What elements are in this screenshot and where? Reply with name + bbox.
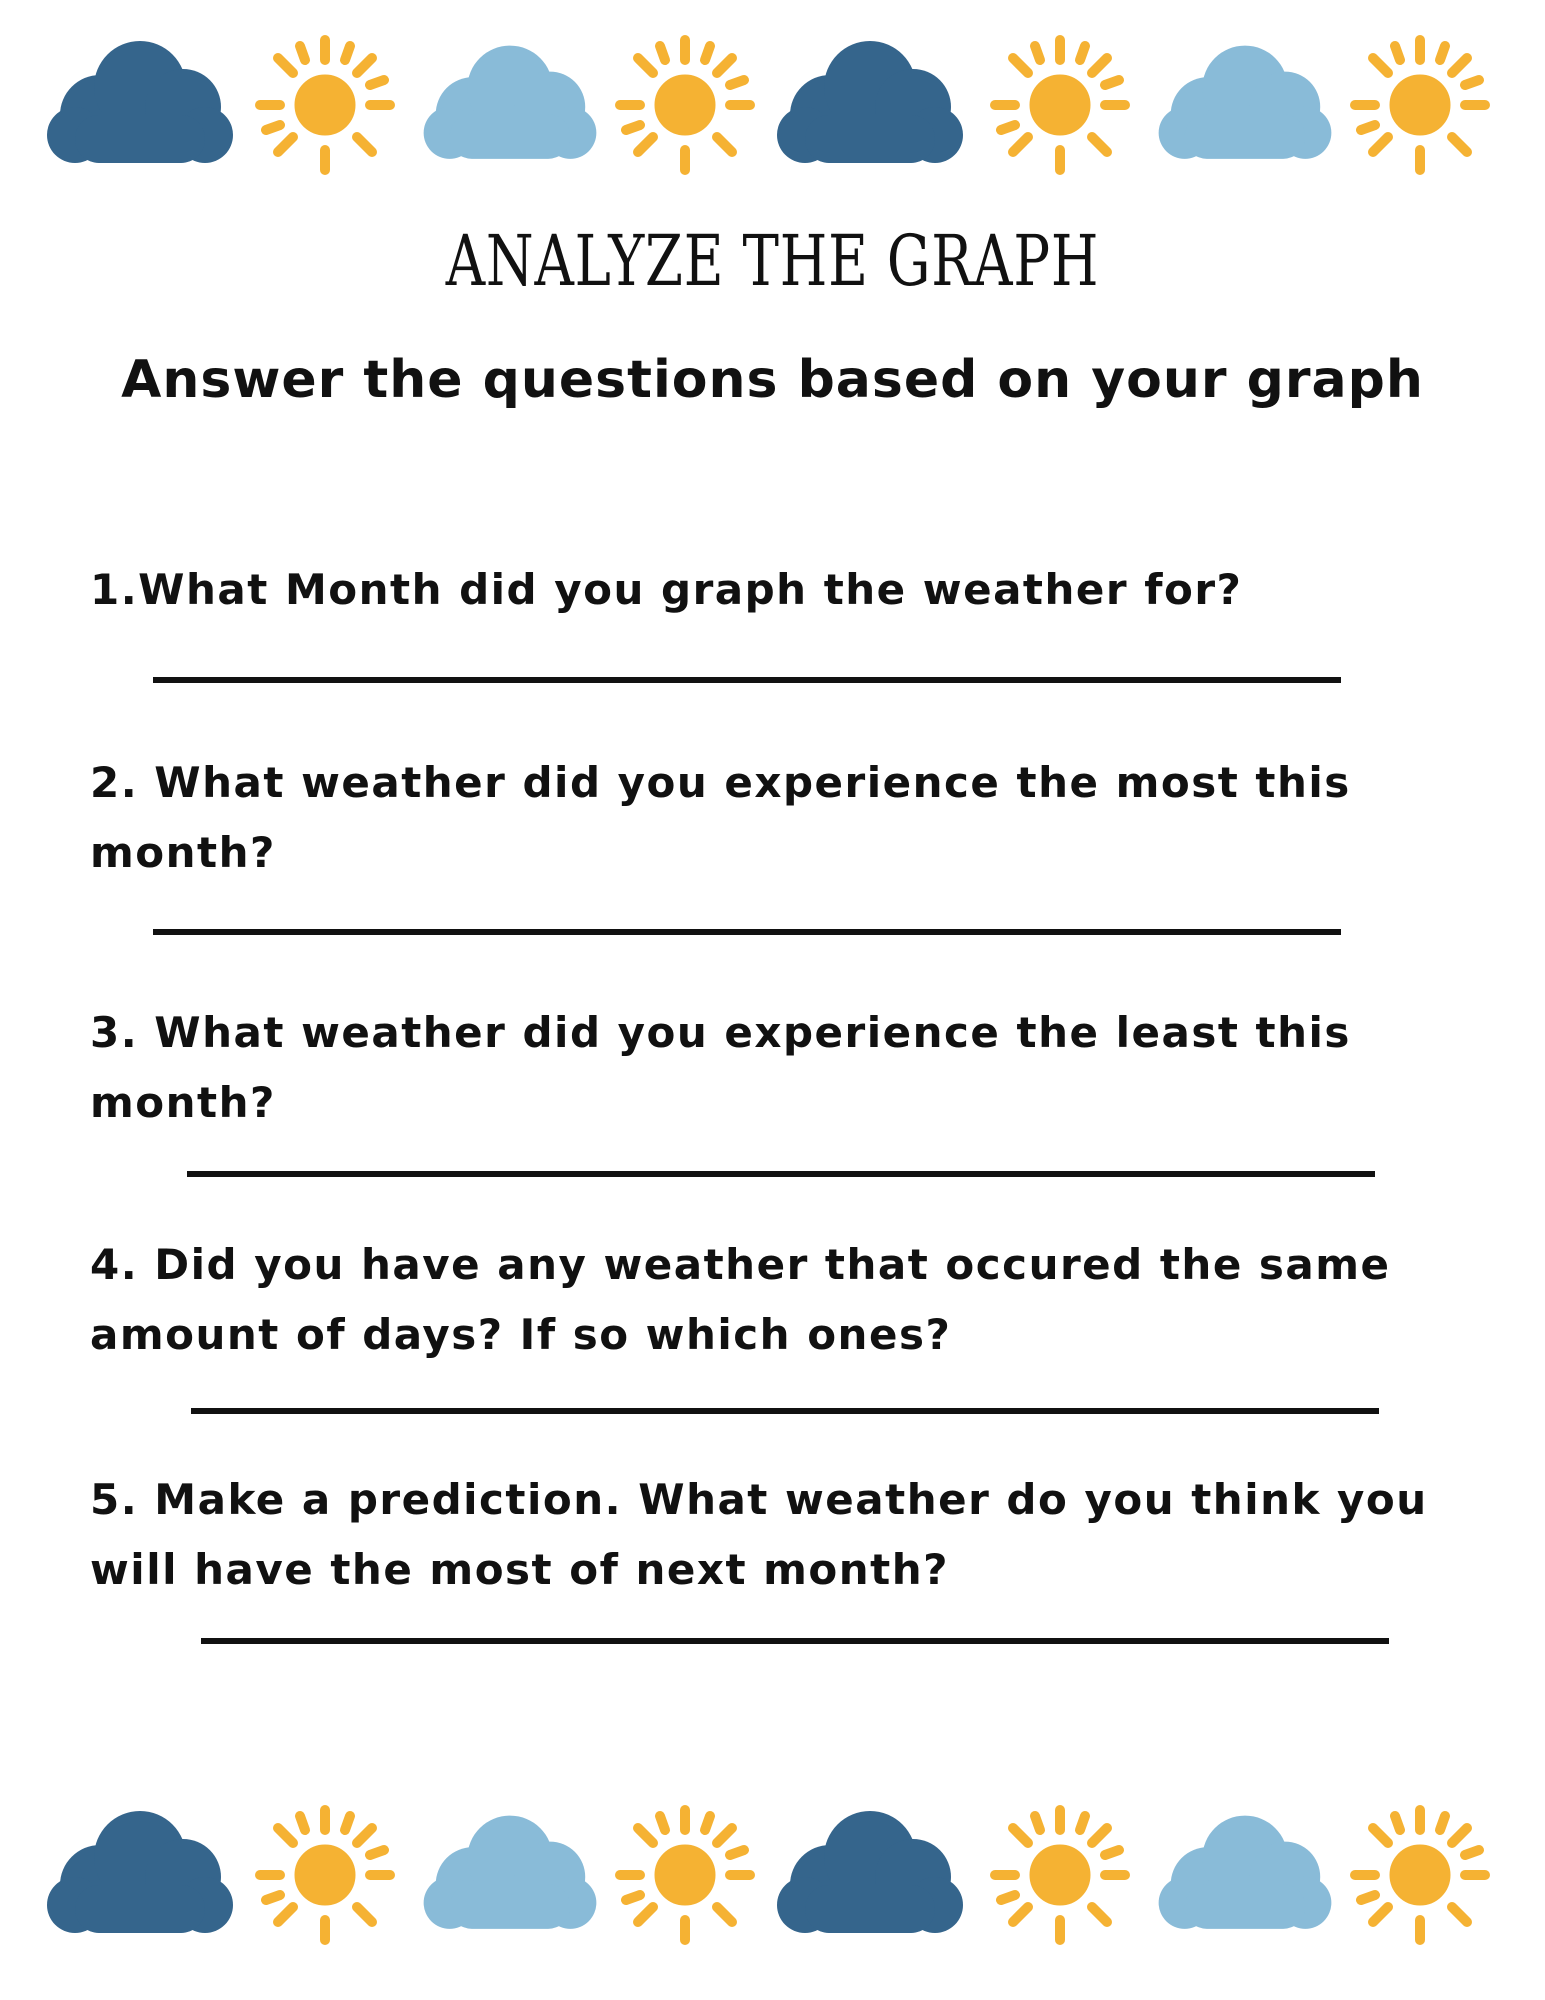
question-2: 2. What weather did you experience the most this month? xyxy=(90,758,1351,877)
sun-icon xyxy=(985,30,1135,180)
question-3: 3. What weather did you experience the least this month? xyxy=(90,1008,1351,1127)
answer-line-2[interactable] xyxy=(153,929,1341,935)
answer-line-1[interactable] xyxy=(153,677,1341,683)
question-1: 1.What Month did you graph the weather for? xyxy=(90,565,1243,614)
light-cloud-icon xyxy=(420,1810,600,1940)
page-title: ANALYZE THE GRAPH xyxy=(445,220,1100,302)
dark-cloud-icon xyxy=(775,35,965,175)
answer-line-5[interactable] xyxy=(201,1638,1389,1644)
light-cloud-icon xyxy=(420,40,600,170)
sun-icon xyxy=(250,30,400,180)
sun-icon xyxy=(610,1800,760,1950)
top-weather-border xyxy=(0,30,1545,180)
answer-line-4[interactable] xyxy=(191,1408,1379,1414)
dark-cloud-icon xyxy=(45,1805,235,1945)
light-cloud-icon xyxy=(1155,1810,1335,1940)
sun-icon xyxy=(610,30,760,180)
page-subtitle: Answer the questions based on your graph xyxy=(121,350,1424,410)
bottom-weather-border xyxy=(0,1800,1545,1950)
question-4: 4. Did you have any weather that occured the same amount of days? If so which ones? xyxy=(90,1240,1391,1359)
answer-line-3[interactable] xyxy=(187,1171,1375,1177)
sun-icon xyxy=(1345,30,1495,180)
sun-icon xyxy=(985,1800,1135,1950)
sun-icon xyxy=(1345,1800,1495,1950)
dark-cloud-icon xyxy=(775,1805,965,1945)
sun-icon xyxy=(250,1800,400,1950)
question-5: 5. Make a prediction. What weather do you think you will have the most of next month? xyxy=(90,1475,1428,1594)
dark-cloud-icon xyxy=(45,35,235,175)
light-cloud-icon xyxy=(1155,40,1335,170)
